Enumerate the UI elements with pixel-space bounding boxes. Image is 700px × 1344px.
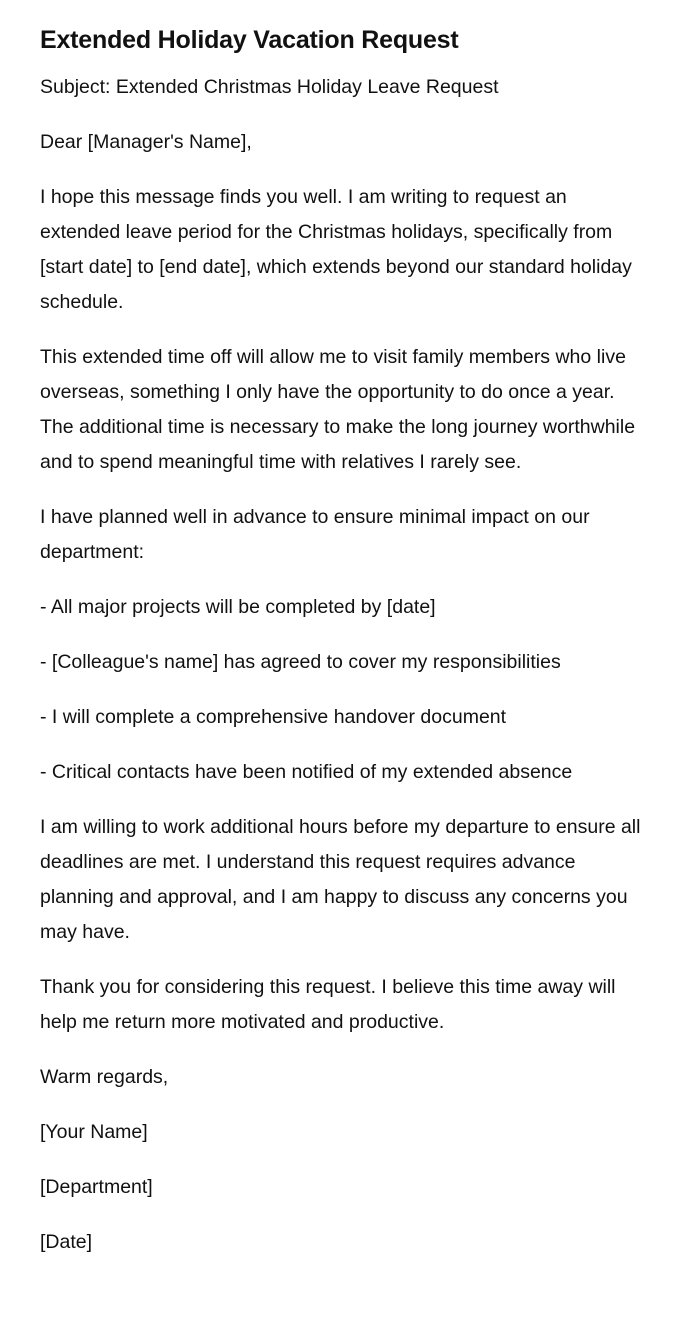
document-title: Extended Holiday Vacation Request bbox=[40, 26, 459, 54]
body-paragraph-planning: I have planned well in advance to ensure minimal impact on our department: bbox=[40, 506, 590, 563]
bullet-item: - I will complete a comprehensive handover document bbox=[40, 706, 507, 728]
body-paragraph-intro: I hope this message finds you well. I am writing to request an extended leave period for the Christmas holidays, specifically from [start date] to [end date], which extends beyond our standard holiday schedule. bbox=[40, 186, 632, 313]
subject-line: Subject: Extended Christmas Holiday Leave Request bbox=[40, 76, 499, 98]
bullet-item: - All major projects will be completed by [date] bbox=[40, 596, 436, 618]
body-paragraph-commitment: I am willing to work additional hours before my departure to ensure all deadlines are met. I understand this request requires advance planning and approval, and I am happy to discuss any concerns you may have. bbox=[40, 816, 641, 943]
bullet-item: - Critical contacts have been notified of my extended absence bbox=[40, 761, 573, 783]
bullet-item: - [Colleague's name] has agreed to cover my responsibilities bbox=[40, 651, 561, 673]
signoff: Warm regards, bbox=[40, 1066, 169, 1088]
signature-name: [Your Name] bbox=[40, 1121, 148, 1143]
salutation: Dear [Manager's Name], bbox=[40, 131, 252, 153]
body-paragraph-thanks: Thank you for considering this request. I believe this time away will help me return more motivated and productive. bbox=[40, 976, 616, 1033]
signature-date: [Date] bbox=[40, 1231, 93, 1253]
body-paragraph-reason: This extended time off will allow me to visit family members who live overseas, something I only have the opportunity to do once a year. The additional time is necessary to make the long journey worthwhile and to spend meaningful time with relatives I rarely see. bbox=[40, 346, 636, 473]
letter-document bbox=[40, 22, 650, 1280]
signature-department: [Department] bbox=[40, 1176, 153, 1198]
